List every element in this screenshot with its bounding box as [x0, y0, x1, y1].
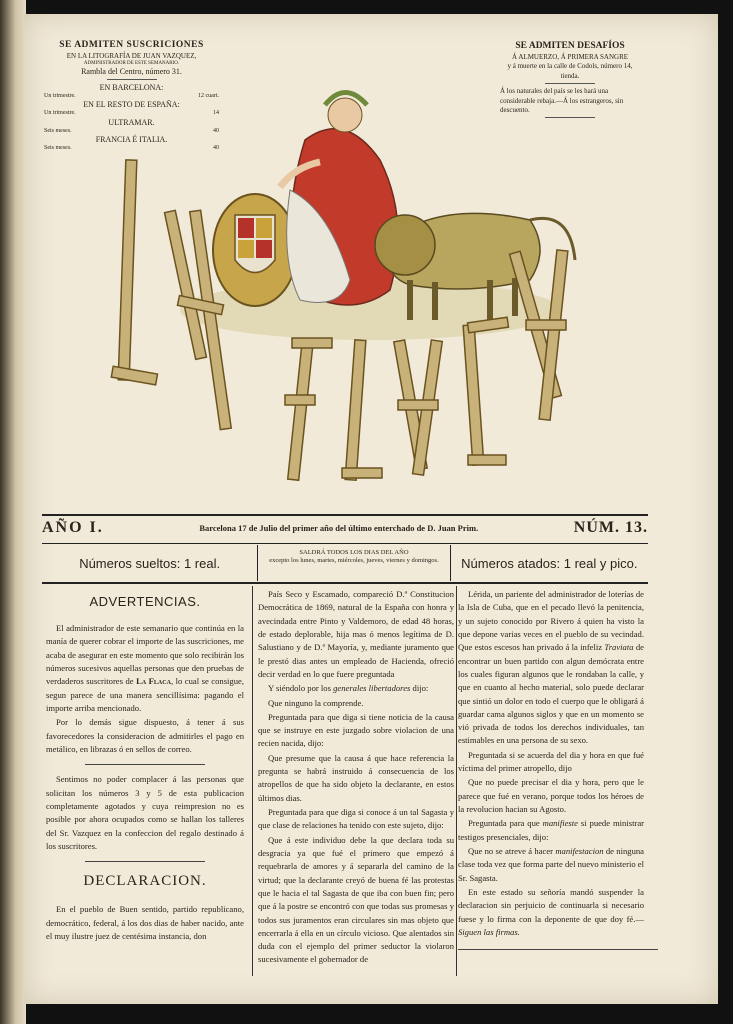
price-heading: FRANCIA É ITALIA. [95, 135, 168, 145]
single-price: Números sueltos: 1 real. [42, 545, 258, 581]
paragraph: Lérida, un pariente del administrador de loterías de la Isla de Cuba, que en el pecado llevó la penitencia, y un sujeto conocido por Rivero á quien ha visto la que depone varias veces en el pueblo de su vecindad. Que estos escesos han privado á la infeliz Traviata de encontrar un buen partido con algun demócrata entre los cuales figuran algunos que le rondaban la calle, y que en cuanto al hecho material, solo puede declarar que sintió un dolor en todo el cuerpo que le obligará á guardar cama algunos siglos y que en un momento se vió privada de todos los derechos individuales, tan estimables en una persona de su sexo. [458, 589, 644, 746]
newspaper-title: LA FLACA [337, 495, 343, 496]
price-row: Un trimestre. 14 [44, 110, 219, 117]
issue-date: Barcelona 17 de Julio del primer año del último enterchado de D. Juan Prim. [199, 523, 479, 533]
subscription-title: SE ADMITEN SUSCRICIONES [59, 40, 204, 50]
subscription-line: ADMINISTRADOR DE ESTE SEMANARIO. [83, 60, 180, 66]
challenge-line: Á los naturales del país se les hará una considerable rebaja.—Á los estrangeros, sin descuento. [500, 87, 624, 114]
column-rule [456, 586, 457, 976]
paragraph: Preguntada para que manifieste si puede ministrar testigos presenciales, dijo: [458, 818, 644, 842]
column-middle [258, 588, 454, 968]
paragraph: Que presume que la causa á que hace referencia la pregunta se habrá instruido á consecuencia de los atropellos de que ha sido objeto la declarante, en estos últimos dias. [258, 752, 454, 803]
paragraph: Preguntada si se acuerda del dia y hora en que fué víctima del primer atropello, dijo [458, 749, 644, 774]
masthead-illustration [70, 70, 610, 500]
challenge-line: Á ALMUERZO, Á PRIMERA SANGRE [511, 52, 629, 61]
paragraph: Que no puede precisar el dia y hora, pero que le parece que fué en verano, porque todos los héroes de la revolucion hacian su Agosto. [458, 777, 644, 814]
paragraph: En este estado su señoría mandó suspender la declaracion sin perjuicio de continuarla si necesario fuese y lo firma con la deponente de que doy fé.—Siguen las firmas. [458, 886, 644, 937]
price-heading: EN EL RESTO DE ESPAÑA: [83, 100, 180, 110]
price-row: Seis meses. 40 [44, 145, 219, 152]
challenge-title: SE ADMITEN DESAFÍOS [515, 41, 625, 51]
paragraph: El administrador de este semanario que continúa en la manía de querer cobrar el importe de las suscriciones, me acaba de asegurar en este momento que solo recibirán los números sucesivos aquellas personas que den pruebas de verdaderos suscritores de La Flaca, lo cual se consigue, segun parece de una manera sencillísima: pagando el importe arriba mencionado. [46, 623, 244, 714]
subhead-bar [42, 545, 648, 581]
paragraph: Que ninguno la comprende. [268, 697, 364, 708]
paragraph: Por lo demás sigue dispuesto, á tener á sus favorecedores la consideracion de admitirles el pago en metálico, en librazas ó en sellos de correo. [46, 717, 244, 754]
price-row: Seis meses. 40 [44, 127, 219, 134]
paragraph: País Seco y Escamado, compareció D.ª Constitucion Democrática de 1869, natural de la España con honra y avecindada entre Pinto y Valdemoro, de edad 48 horas, de estado deplorable, hija mas ó menos legítima de D. Salustiano y de D.ª Mayoría, y, mediante juramento que le prestó dias antes un empleado de Hacienda, ofreció decir verdad en lo que fuere preguntada [258, 589, 454, 679]
paragraph: Preguntada para que diga si tiene noticia de la causa que se instruye en este juzgado sobre violacion de una recien nacida, dijo: [258, 711, 454, 749]
price-row: Un trimestre. 12 cuart. [44, 92, 219, 99]
price-heading: ULTRAMAR. [108, 117, 155, 127]
rule [42, 582, 648, 584]
column-right [458, 588, 644, 960]
paragraph: Que á este individuo debe la que declara toda su desgracia ya que fué el primero que empezó á requebrarla de amores y á separarla del camino de la virtud; que la declarante creyó de buena fé las protestas que le hacia el tal Sagasta de que iba con buen fin; pero que á la postre se encontró con que todas sus promesas y todos sus juramentos eran circulares sin mas objeto que encerrarla á ella en un círculo vicioso. Que alentados sin duda con el ejemplo del primer seductor la violaron sucesivamente el gobernador de [258, 834, 454, 965]
subscription-line: Rambla del Centro, número 31. [81, 66, 182, 76]
book-spine [0, 0, 26, 1024]
issue-number: NÚM. 13. [573, 519, 648, 536]
paragraph: Sentimos no poder complacer á las personas que solicitan los números 3 y 5 de esta publicacion completamente agotados y cuya reimpresion no es posible por ahora ocupados como se hallan los talleres del Sr. Vazquez en la confeccion del regalo destinado á los suscritores. [46, 774, 244, 851]
bundle-price: Números atados: 1 real y pico. [450, 545, 648, 581]
divider [85, 861, 205, 862]
divider [458, 949, 658, 950]
challenge-line: y á muerte en la calle de Codols, número 14, tienda. [507, 62, 633, 80]
rule [42, 543, 648, 544]
masthead-bar [42, 518, 648, 538]
paragraph: Que no se atreve á hacer manifestacion de ninguna clase toda vez que forma parte del nuevo ministerio el Sr. Sagasta. [458, 845, 644, 883]
price-heading: EN BARCELONA: [99, 82, 164, 92]
year-label: AÑO I. [42, 519, 104, 536]
column-rule [252, 586, 253, 976]
paragraph: Y siéndolo por los generales libertadores dijo: [268, 683, 429, 694]
rule [42, 514, 648, 516]
section-heading: ADVERTENCIAS. [89, 594, 201, 609]
subscription-line: EN LA LITOGRAFÍA DE JUAN VAZQUEZ, [66, 51, 197, 60]
paragraph: Preguntada para que diga si conoce á un tal Sagasta y que clase de relaciones ha tenido con este sujeto, dijo: [258, 807, 454, 831]
section-heading: DECLARACION. [83, 873, 207, 890]
column-left [46, 588, 244, 944]
paragraph: En el pueblo de Buen sentido, partido republicano, democrático, federal, á los dos dias de haber nacido, ante el muy ilustre juez de centésima instancia, don [46, 904, 244, 942]
divider [85, 764, 205, 765]
publication-schedule: SALDRÁ TODOS LOS DIAS DEL AÑO excepto los lunes, martes, miércoles, jueves, viernes y domingos. [269, 549, 439, 565]
